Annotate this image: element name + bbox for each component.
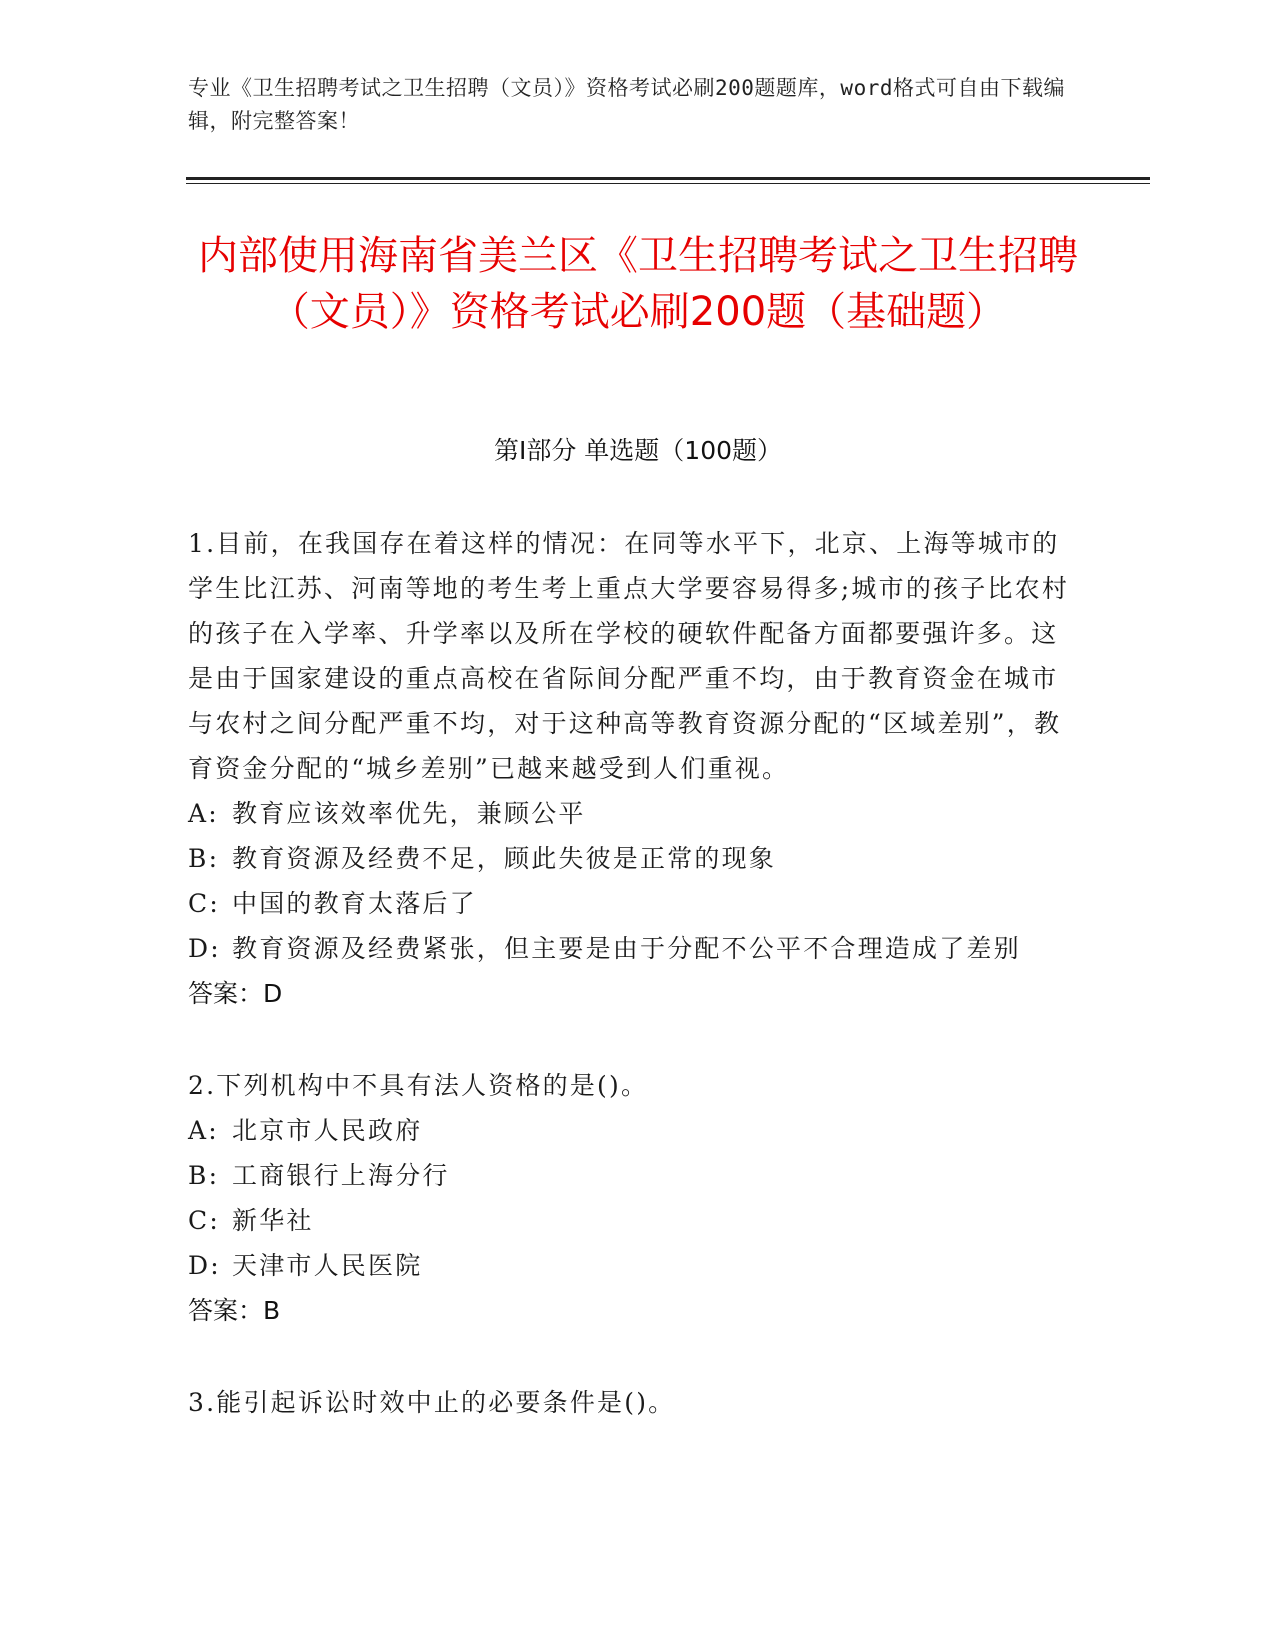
- option-letter: D:: [188, 1251, 221, 1280]
- option-c: [188, 881, 1083, 926]
- header-divider-thin: [186, 183, 1150, 184]
- option-letter: C:: [188, 889, 220, 918]
- option-letter: A:: [188, 799, 219, 828]
- option-letter: B:: [188, 1161, 220, 1190]
- question-1: [188, 521, 1083, 1016]
- question-stem: 1.目前，在我国存在着这样的情况：在同等水平下，北京、上海等城市的学生比江苏、河南等地的考生考上重点大学要容易得多;城市的孩子比农村的孩子在入学率、升学率以及所在学校的硬软件配备方面都要强许多。这是由于国家建设的重点高校在省际间分配严重不均，由于教育资金在城市与农村之间分配严重不均，对于这种高等教育资源分配的“区域差别”，教育资金分配的“城乡差别”已越来越受到人们重视。: [188, 529, 1070, 783]
- header-divider-thick: [186, 177, 1150, 180]
- header-note: 专业《卫生招聘考试之卫生招聘（文员）》资格考试必刷200题题库，word格式可自由下载编辑，附完整答案！: [188, 76, 1065, 133]
- option-text: 天津市人民医院: [232, 1251, 423, 1280]
- option-text: 北京市人民政府: [232, 1116, 423, 1145]
- option-text: 教育应该效率优先，兼顾公平: [232, 799, 586, 828]
- answer-line: 答案：B: [188, 1296, 281, 1325]
- answer-line: 答案：D: [188, 979, 283, 1008]
- question-stem: 2.下列机构中不具有法人资格的是()。: [188, 1071, 649, 1100]
- option-a: [188, 791, 1083, 836]
- option-b: [188, 1153, 1083, 1198]
- option-d: [188, 1243, 1083, 1288]
- option-letter: D:: [188, 934, 221, 963]
- option-c: [188, 1198, 1083, 1243]
- question-stem: 3.能引起诉讼时效中止的必要条件是()。: [188, 1388, 676, 1417]
- option-letter: C:: [188, 1206, 220, 1235]
- option-text: 教育资源及经费紧张，但主要是由于分配不公平不合理造成了差别: [232, 934, 1021, 963]
- option-text: 中国的教育太落后了: [232, 889, 477, 918]
- option-letter: A:: [188, 1116, 219, 1145]
- page-title: 内部使用海南省美兰区《卫生招聘考试之卫生招聘（文员）》资格考试必刷200题（基础题）: [198, 233, 1078, 335]
- question-3: [188, 1380, 1083, 1425]
- option-letter: B:: [188, 844, 220, 873]
- option-d: [188, 926, 1083, 971]
- option-a: [188, 1108, 1083, 1153]
- option-text: 工商银行上海分行: [232, 1161, 450, 1190]
- question-2: [188, 1063, 1083, 1333]
- option-text: 教育资源及经费不足，顾此失彼是正常的现象: [232, 844, 777, 873]
- option-b: [188, 836, 1083, 881]
- option-text: 新华社: [232, 1206, 314, 1235]
- question-list: [188, 521, 1083, 1472]
- section-title: 第I部分 单选题（100题）: [493, 436, 783, 465]
